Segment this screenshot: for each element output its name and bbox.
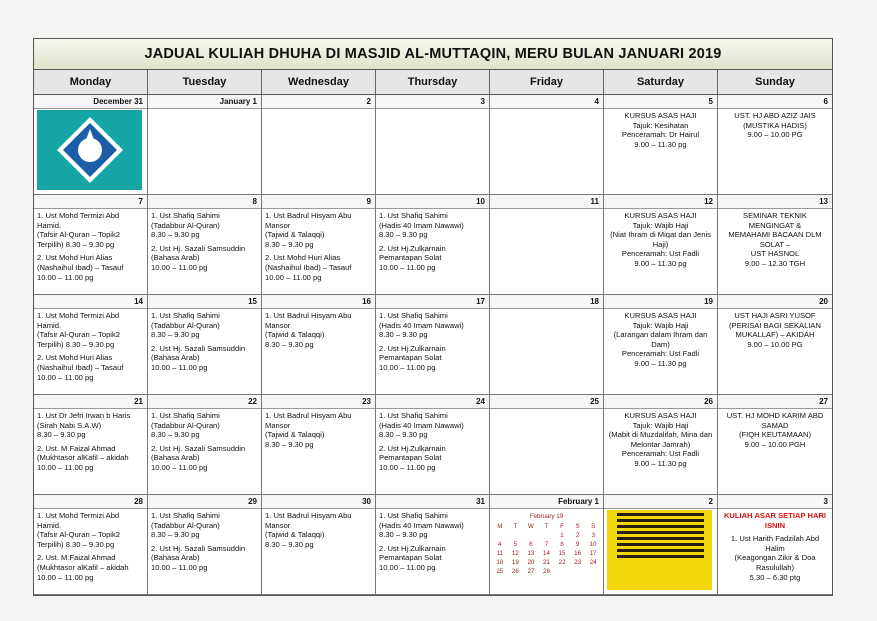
event-text: KURSUS ASAS HAJI Tajuk: Wajib Haji (Larangan dalam Ihram dan Dam) Penceramah: Ust Fadli 9.00 – 11.30 pg <box>613 311 708 368</box>
event-text: 1. Ust Dr Jefri Irwan b Haris (Sirah Nabi S.A.W) 8.30 – 9.30 pg <box>37 411 131 440</box>
day-cell <box>376 95 490 195</box>
day-cell <box>490 295 604 395</box>
event-text: UST. HJ MOHD KARIM ABD SAMAD (FIQH KEUTAMAAN) 9.00 – 10.00 PGH <box>726 411 824 449</box>
day-cell <box>718 195 832 295</box>
mini-calendar-day: 24 <box>589 559 597 566</box>
day-cell <box>376 195 490 295</box>
mini-calendar-day <box>570 567 586 576</box>
poster-line <box>617 531 704 534</box>
calendar-sheet <box>33 38 833 596</box>
mini-calendar-weekday: M <box>497 523 503 530</box>
date-label: 28 <box>34 495 147 509</box>
event-text: 2. Ust Hj.Zulkarnain Pemantapan Solat 10.00 – 11.00 pg <box>379 443 446 472</box>
day-cell <box>34 495 148 595</box>
mini-calendar-weekday: W <box>527 523 534 530</box>
page-title: JADUAL KULIAH DHUHA DI MASJID AL-MUTTAQIN, MERU BULAN JANUARI 2019 <box>34 39 832 70</box>
day-cell <box>490 395 604 495</box>
date-label: December 31 <box>34 95 147 109</box>
date-label: 3 <box>376 95 489 109</box>
date-label: 5 <box>604 95 717 109</box>
weekday-friday: Friday <box>490 70 604 94</box>
date-label: 2 <box>604 495 717 509</box>
day-cell <box>34 95 148 195</box>
day-cell <box>148 95 262 195</box>
event-text: 1. Ust Harith Fadzilah Abd Halim (Keagongan Zikir & Doa Rasulullah) 5.30 – 6.30 ptg <box>730 534 820 582</box>
day-cell <box>718 495 832 595</box>
date-label: 21 <box>34 395 147 409</box>
mini-calendar-day <box>523 531 539 540</box>
date-label: 27 <box>718 395 832 409</box>
event-text: KURSUS ASAS HAJI Tajuk: Wajib Haji (Niat Ihram di Miqat dan Jenis Haji) Penceramah: Ust Fadli 9.00 – 11.30 pg <box>610 211 711 268</box>
day-cell <box>604 295 718 395</box>
date-label: 31 <box>376 495 489 509</box>
day-cell <box>262 295 376 395</box>
mini-calendar-weekday: S <box>591 523 596 530</box>
event-text: 1. Ust Shafiq Sahimi (Tadabbur Al-Quran) 8.30 – 9.30 pg <box>151 211 220 240</box>
day-cell <box>34 295 148 395</box>
poster-line <box>617 549 704 552</box>
mini-calendar-day: 17 <box>589 550 597 557</box>
day-cell <box>34 395 148 495</box>
event-text: 1. Ust Mohd Termizi Abd Hamid. (Tafsir Al-Quran – Topik2 Terpilih) 8.30 – 9.30 pg <box>37 511 121 549</box>
mini-calendar-day: 18 <box>496 559 504 566</box>
date-label: 29 <box>148 495 261 509</box>
weekday-wednesday: Wednesday <box>262 70 376 94</box>
weekday-header-row <box>34 70 832 95</box>
date-label: 7 <box>34 195 147 209</box>
day-cell <box>376 495 490 595</box>
day-cell <box>376 295 490 395</box>
date-label: 8 <box>148 195 261 209</box>
mini-calendar-day: 1 <box>560 532 564 539</box>
day-cell <box>262 495 376 595</box>
date-label: 26 <box>604 395 717 409</box>
mini-calendar-day: 7 <box>544 541 549 548</box>
day-cell <box>604 195 718 295</box>
event-text: 1. Ust Shafiq Sahimi (Tadabbur Al-Quran) 8.30 – 9.30 pg <box>151 511 220 540</box>
date-label: 15 <box>148 295 261 309</box>
mini-calendar-day: 8 <box>560 541 564 548</box>
mini-calendar-weekday: T <box>544 523 549 530</box>
day-cell <box>148 195 262 295</box>
event-text: 1. Ust Shafiq Sahimi (Tadabbur Al-Quran) 8.30 – 9.30 pg <box>151 411 220 440</box>
event-text: 2. Ust Hj.Zulkarnain Pemantapan Solat 10.00 – 11.00 pg <box>379 343 446 372</box>
date-label: 16 <box>262 295 375 309</box>
date-label: 4 <box>490 95 603 109</box>
event-text: UST. HJ ABD AZIZ JAIS (MUSTIKA HADIS) 9.00 – 10.00 PG <box>734 111 816 140</box>
date-label: 13 <box>718 195 832 209</box>
mini-calendar-day: 13 <box>527 550 535 557</box>
date-label: 22 <box>148 395 261 409</box>
weekday-saturday: Saturday <box>604 70 718 94</box>
event-text: 2. Ust. M.Faizal Ahmad (Mukhtasor alKafil – akidah 10.00 – 11.00 pg <box>37 443 129 472</box>
mini-calendar-week <box>492 540 601 549</box>
mini-calendar-day: 2 <box>575 532 580 539</box>
mini-calendar-header <box>492 522 601 531</box>
mini-calendar-day <box>492 531 508 540</box>
date-label: 6 <box>718 95 832 109</box>
day-cell <box>262 195 376 295</box>
date-label: 17 <box>376 295 489 309</box>
date-label: 25 <box>490 395 603 409</box>
event-text: 2. Ust. M.Faizal Ahmad (Mukhtasor alKafil – akidah 10.00 – 11.00 pg <box>37 553 129 582</box>
event-text: 2. Ust Hj. Sazali Samsuddin (Bahasa Arab) 10.00 – 11.00 pg <box>151 543 246 572</box>
mini-calendar-day: 11 <box>496 550 503 557</box>
date-label: 3 <box>718 495 832 509</box>
event-text: 1. Ust Badrul Hisyam Abu Mansor (Tajwid & Talaqqi) 8.30 – 9.30 pg <box>265 511 352 549</box>
date-label: 30 <box>262 495 375 509</box>
day-cell <box>490 95 604 195</box>
day-cell <box>604 395 718 495</box>
event-text: 2. Ust Hj. Sazali Samsuddin (Bahasa Arab) 10.00 – 11.00 pg <box>151 443 246 472</box>
mini-calendar-day: 28 <box>543 568 550 575</box>
date-label: 12 <box>604 195 717 209</box>
poster-line <box>617 543 704 546</box>
mini-calendar-day: 26 <box>511 568 519 575</box>
day-cell <box>262 395 376 495</box>
poster-line <box>617 537 704 540</box>
poster-line <box>617 513 704 516</box>
date-label: 2 <box>262 95 375 109</box>
event-text: UST HAJI ASRI YUSOF (PERISAI BAGI SEKALIAN MUKALLAF) – AKIDAH 9.00 – 10.00 PG <box>728 311 821 349</box>
date-label: 11 <box>490 195 603 209</box>
mini-calendar-day: 10 <box>589 541 597 548</box>
day-cell <box>34 195 148 295</box>
event-text: 1. Ust Shafiq Sahimi (Hadis 40 Imam Nawawi) 8.30 – 9.30 pg <box>379 311 464 340</box>
mini-calendar-day: 22 <box>558 559 566 566</box>
mini-calendar-day: 5 <box>513 541 518 548</box>
event-text: 1. Ust Shafiq Sahimi (Tadabbur Al-Quran) 8.30 – 9.30 pg <box>151 311 220 340</box>
mini-calendar-weekday: T <box>513 523 518 530</box>
event-text: 1. Ust Badrul Hisyam Abu Mansor (Tajwid & Talaqqi) 8.30 – 9.30 pg <box>265 211 352 249</box>
mini-calendar-day: 15 <box>558 550 566 557</box>
event-text: 1. Ust Shafiq Sahimi (Hadis 40 Imam Nawawi) 8.30 – 9.30 pg <box>379 211 464 240</box>
mini-calendar-day: 9 <box>575 541 580 548</box>
mini-calendar-weekday: S <box>575 523 580 530</box>
event-text: 1. Ust Shafiq Sahimi (Hadis 40 Imam Nawawi) 8.30 – 9.30 pg <box>379 511 464 540</box>
day-cell <box>490 195 604 295</box>
mini-calendar-day <box>585 567 601 576</box>
event-text: 2. Ust Mohd Huri Alias (Nashaihul Ibad) – Tasauf 10.00 – 11.00 pg <box>265 253 352 282</box>
day-cell <box>262 95 376 195</box>
event-text: 2. Ust Hj. Sazali Samsuddin (Bahasa Arab) 10.00 – 11.00 pg <box>151 243 246 272</box>
event-text: 1. Ust Shafiq Sahimi (Hadis 40 Imam Nawawi) 8.30 – 9.30 pg <box>379 411 464 440</box>
mini-calendar-day <box>508 531 524 540</box>
day-cell <box>148 295 262 395</box>
mini-calendar-week <box>492 567 601 576</box>
mini-calendar-weekday: F <box>560 523 564 530</box>
event-text: 2. Ust Mohd Huri Alias (Nashaihul Ibad) – Tasauf 10.00 – 11.00 pg <box>37 353 124 382</box>
mini-calendar-day: 4 <box>498 541 502 548</box>
day-cell <box>490 495 604 595</box>
poster-line <box>617 555 704 558</box>
day-cell <box>148 495 262 595</box>
poster-line <box>617 519 704 522</box>
day-cell <box>376 395 490 495</box>
mini-calendar-day: 20 <box>527 559 535 566</box>
event-text: 1. Ust Mohd Termizi Abd Hamid. (Tafsir Al-Quran – Topik2 Terpilih) 8.30 – 9.30 pg <box>37 211 121 249</box>
event-title: KULIAH ASAR SETIAP HARI ISNIN <box>723 511 827 530</box>
mini-calendar-day: 23 <box>574 559 582 566</box>
mini-calendar-day: 12 <box>511 550 519 557</box>
mini-calendar-week <box>492 558 601 567</box>
mini-calendar-day: 3 <box>591 532 595 539</box>
mini-calendar-week <box>492 531 601 540</box>
day-cell <box>718 295 832 395</box>
date-label: 9 <box>262 195 375 209</box>
event-text: 2. Ust Hj. Sazali Samsuddin (Bahasa Arab) 10.00 – 11.00 pg <box>151 343 246 372</box>
weekday-monday: Monday <box>34 70 148 94</box>
mini-calendar-day <box>554 567 570 576</box>
mini-calendar-week <box>492 549 601 558</box>
mini-calendar-table <box>492 522 601 576</box>
event-text: KURSUS ASAS HAJI Tajuk: Kesihatan Penceramah: Dr Hairul 9.00 – 11.30 pg <box>621 111 700 149</box>
event-text: 1. Ust Badrul Hisyam Abu Mansor (Tajwid & Talaqqi) 8.30 – 9.30 pg <box>265 411 352 449</box>
mini-calendar-day: 19 <box>511 559 519 566</box>
mosque-logo <box>37 110 142 190</box>
date-label: 20 <box>718 295 832 309</box>
mini-calendar-day: 6 <box>529 541 533 548</box>
date-label: 23 <box>262 395 375 409</box>
event-text: KURSUS ASAS HAJI Tajuk: Wajib Haji (Mabit di Muzdalifah, Mina dan Melontar Jamrah) Penceramah: Ust Fadli 9.00 – 11.30 pg <box>608 411 713 468</box>
date-label: 18 <box>490 295 603 309</box>
mini-calendar <box>490 509 603 579</box>
mini-calendar-day: 27 <box>527 568 535 575</box>
date-label: 24 <box>376 395 489 409</box>
mini-calendar-day: 14 <box>543 550 550 557</box>
poster-line <box>617 525 704 528</box>
date-label: 19 <box>604 295 717 309</box>
date-label: 14 <box>34 295 147 309</box>
day-cell <box>718 95 832 195</box>
event-text: 2. Ust Hj.Zulkarnain Pemantapan Solat 10.00 – 11.00 pg <box>379 243 446 272</box>
mini-calendar-day <box>539 531 555 540</box>
day-cell <box>718 395 832 495</box>
mini-calendar-month: February 19 <box>529 513 564 520</box>
day-cell <box>604 95 718 195</box>
mini-calendar-day: 25 <box>496 568 504 575</box>
mini-calendar-day: 21 <box>543 559 550 566</box>
weekday-thursday: Thursday <box>376 70 490 94</box>
day-cell <box>148 395 262 495</box>
event-text: 2. Ust Hj.Zulkarnain Pemantapan Solat 10.00 – 11.00 pg <box>379 543 446 572</box>
date-label: February 1 <box>490 495 603 509</box>
event-poster-image <box>607 510 712 590</box>
event-text: 1. Ust Badrul Hisyam Abu Mansor (Tajwid & Talaqqi) 8.30 – 9.30 pg <box>265 311 352 349</box>
mini-calendar-day: 16 <box>574 550 582 557</box>
date-label: January 1 <box>148 95 261 109</box>
event-text: 1. Ust Mohd Termizi Abd Hamid. (Tafsir Al-Quran – Topik2 Terpilih) 8.30 – 9.30 pg <box>37 311 121 349</box>
weekday-sunday: Sunday <box>755 76 795 88</box>
calendar-grid <box>34 95 832 595</box>
date-label: 10 <box>376 195 489 209</box>
day-cell <box>604 495 718 595</box>
event-text: SEMINAR TEKNIK MENGINGAT & MEMAHAMI BACAAN DLM SOLAT – UST HASNOL 9.00 – 12.30 TGH <box>728 211 822 268</box>
mosque-logo-icon <box>55 115 125 185</box>
weekday-tuesday: Tuesday <box>148 70 262 94</box>
event-text: 2. Ust Mohd Huri Alias (Nashaihul Ibad) – Tasauf 10.00 – 11.00 pg <box>37 253 124 282</box>
